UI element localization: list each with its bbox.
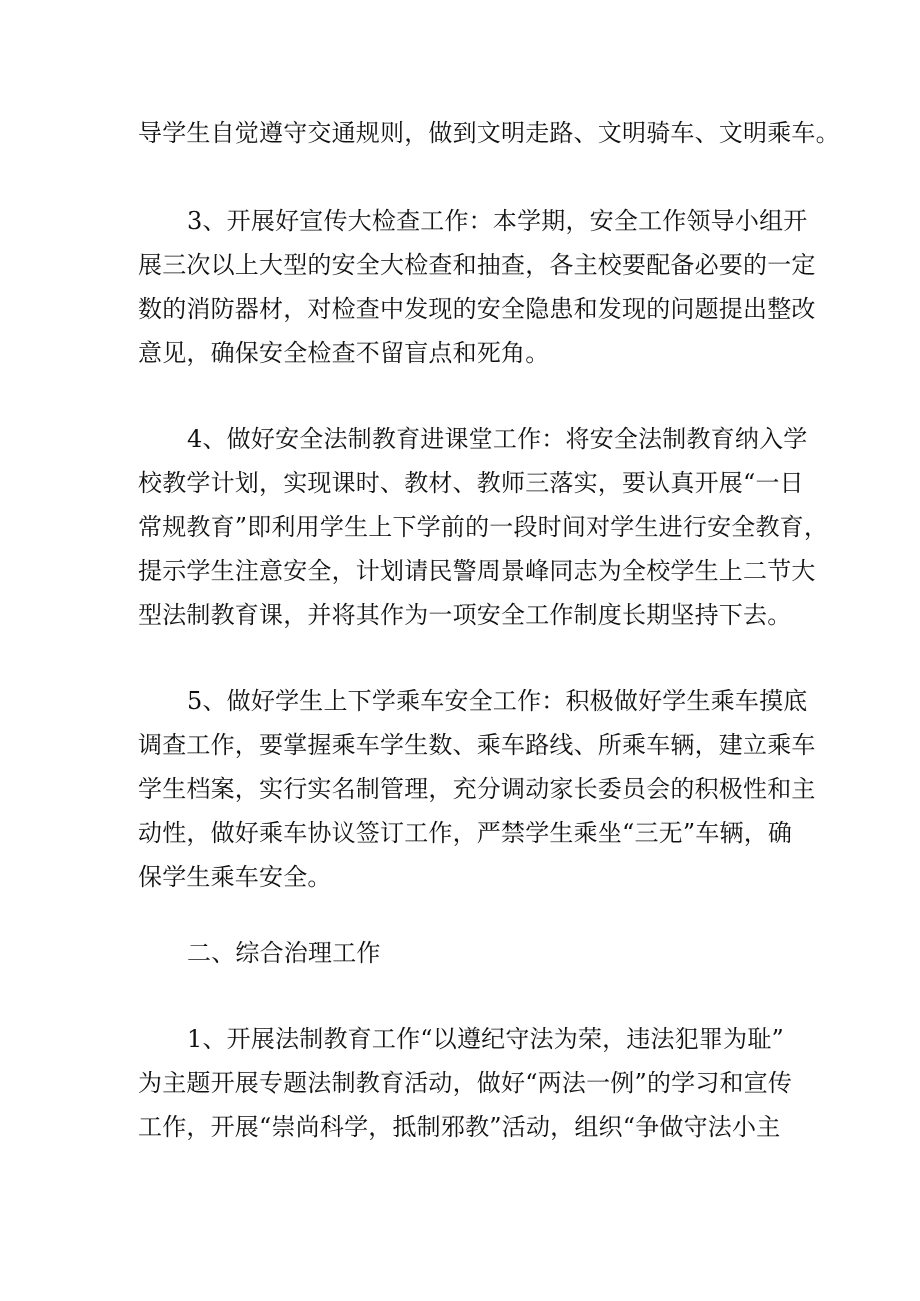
paragraph-line: 意见，确保安全检查不留盲点和死角。 <box>138 339 550 367</box>
paragraph-line: 为主题开展专题法制教育活动，做好“两法一例”的学习和宣传 <box>138 1069 793 1097</box>
paragraph-line: 数的消防器材，对检查中发现的安全隐患和发现的问题提出整改 <box>138 295 816 323</box>
paragraph-line: 型法制教育课，并将其作为一项安全工作制度长期坚持下去。 <box>138 601 792 629</box>
paragraph-line: 展三次以上大型的安全大检查和抽查，各主校要配备必要的一定 <box>138 251 816 279</box>
paragraph-line: 导学生自觉遵守交通规则，做到文明走路、文明骑车、文明乘车。 <box>138 119 840 147</box>
paragraph-line: 校教学计划，实现课时、教材、教师三落实，要认真开展“一日 <box>138 469 804 497</box>
section-heading: 二、综合治理工作 <box>187 939 381 967</box>
paragraph-line: 工作，开展“崇尚科学，抵制邪教”活动，组织“争做守法小主 <box>138 1113 781 1141</box>
paragraph-line: 4、做好安全法制教育进课堂工作：将安全法制教育纳入学 <box>187 425 808 453</box>
paragraph-line: 5、做好学生上下学乘车安全工作：积极做好学生乘车摸底 <box>187 687 808 715</box>
paragraph-line: 常规教育”即利用学生上下学前的一段时间对学生进行安全教育， <box>138 513 829 541</box>
paragraph-line: 3、开展好宣传大检查工作：本学期，安全工作领导小组开 <box>187 207 808 235</box>
paragraph-line: 1、开展法制教育工作“以遵纪守法为荣，违法犯罪为耻” <box>187 1025 785 1053</box>
paragraph-line: 学生档案，实行实名制管理，充分调动家长委员会的积极性和主 <box>138 775 816 803</box>
paragraph-line: 动性，做好乘车协议签订工作，严禁学生乘坐“三无”车辆，确 <box>138 819 793 847</box>
paragraph-line: 保学生乘车安全。 <box>138 863 332 891</box>
paragraph-line: 提示学生注意安全，计划请民警周景峰同志为全校学生上二节大 <box>138 557 816 585</box>
paragraph-line: 调查工作，要掌握乘车学生数、乘车路线、所乘车辆，建立乘车 <box>138 731 816 759</box>
